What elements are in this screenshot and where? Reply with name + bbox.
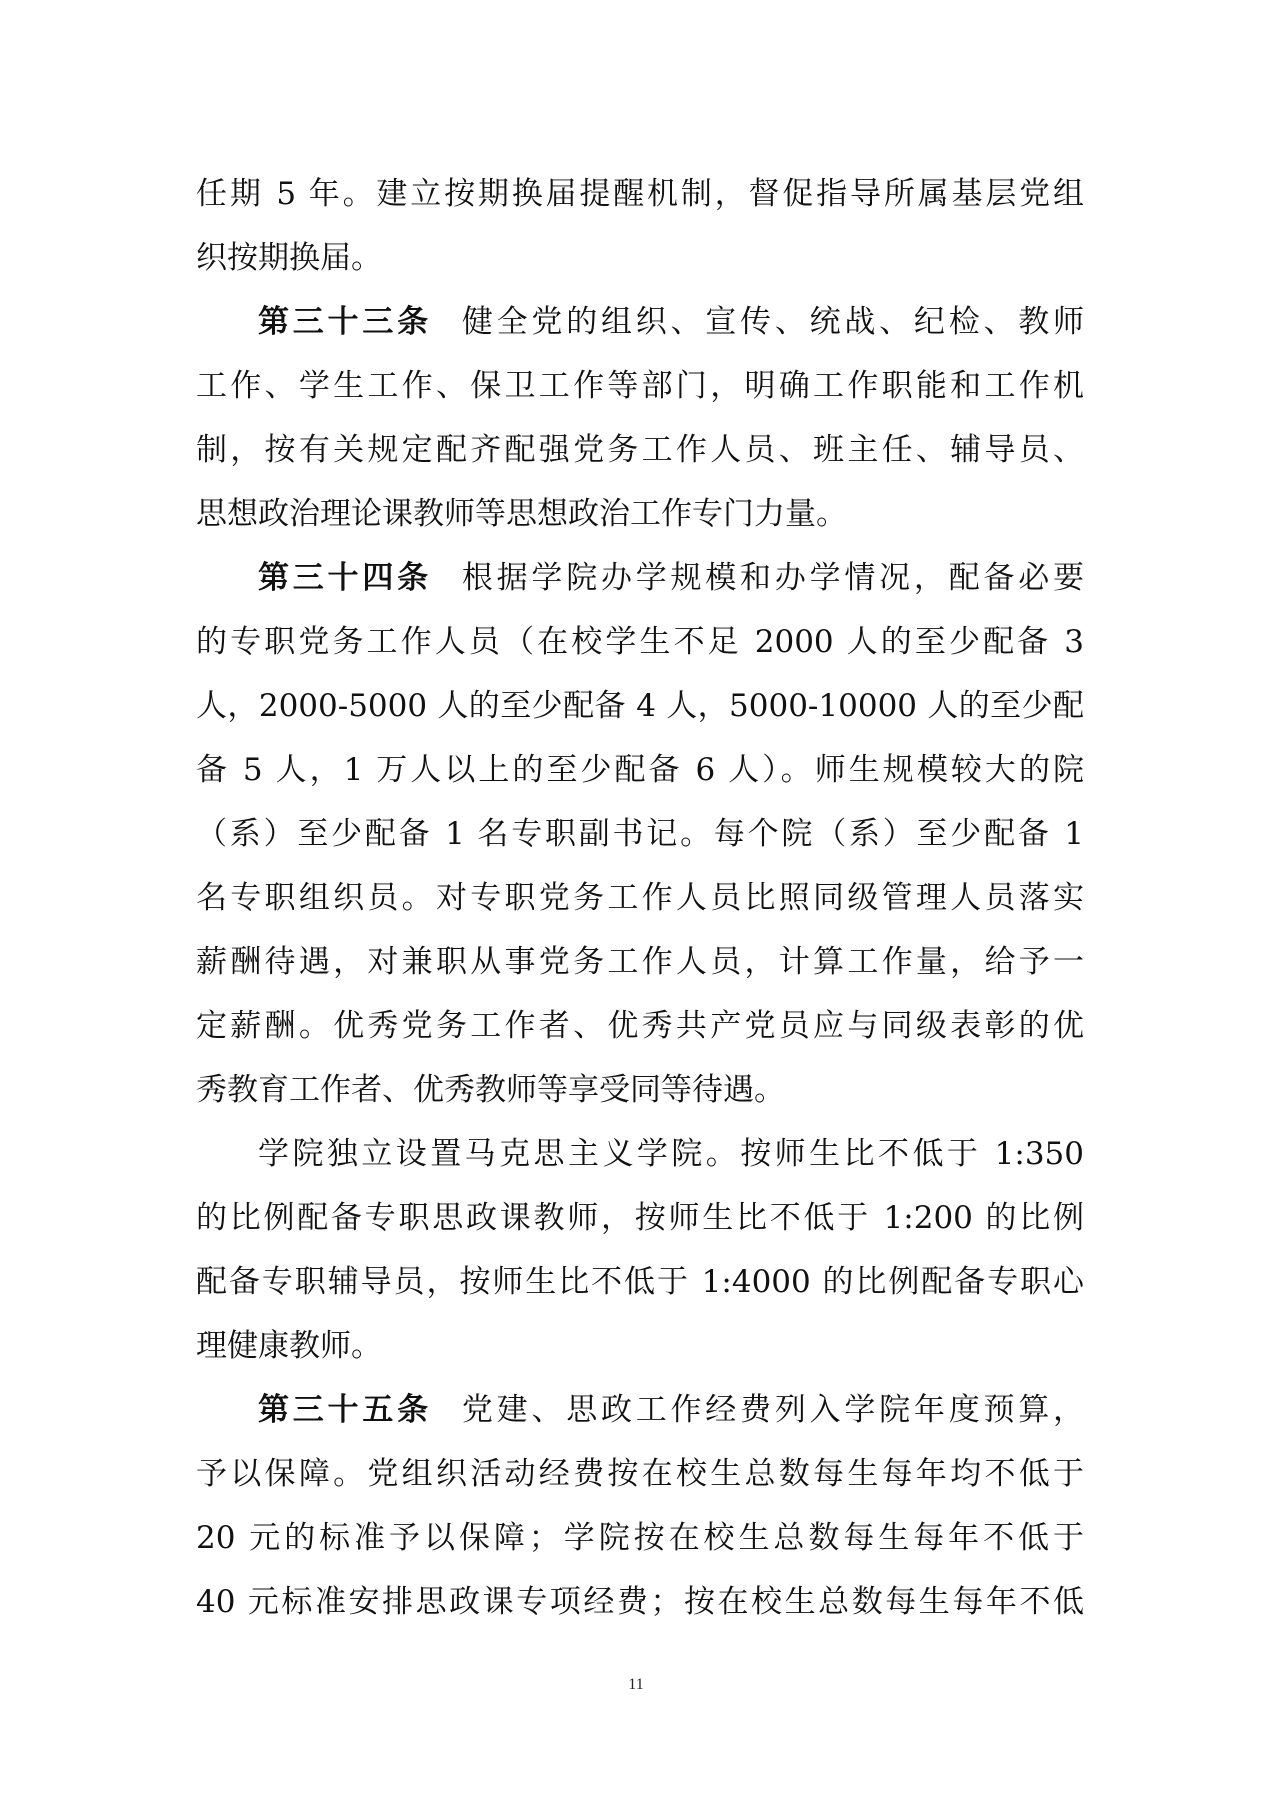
line-text: 予以保障。党组织活动经费按在校生总数每生每年均不低于 (196, 1456, 1084, 1492)
text-line (196, 418, 1084, 482)
line-text: 的专职党务工作人员（在校学生不足 2000 人的至少配备 3 (196, 624, 1084, 660)
line-text: 织按期换届。 (196, 240, 382, 276)
article-number: 第三十三条 (258, 304, 432, 340)
text-line (196, 162, 1084, 226)
text-line (196, 1122, 1084, 1186)
text-line (196, 994, 1084, 1058)
text-line (196, 930, 1084, 994)
line-text: 制，按有关规定配齐配强党务工作人员、班主任、辅导员、 (196, 432, 1084, 468)
text-line (196, 354, 1084, 418)
line-text: （系）至少配备 1 名专职副书记。每个院（系）至少配备 1 (196, 816, 1084, 852)
text-line (196, 1378, 1084, 1442)
line-text: 薪酬待遇，对兼职从事党务工作人员，计算工作量，给予一 (196, 944, 1084, 980)
text-line (196, 1186, 1084, 1250)
line-text: 理健康教师。 (196, 1328, 382, 1364)
text-line (196, 546, 1084, 610)
line-text: 思想政治理论课教师等思想政治工作专门力量。 (196, 496, 847, 532)
line-text: 学院独立设置马克思主义学院。按师生比不低于 1:350 (258, 1136, 1084, 1172)
line-text: 40 元标准安排思政课专项经费；按在校生总数每生每年不低 (196, 1584, 1084, 1620)
text-line (196, 226, 1084, 290)
line-text: 备 5 人，1 万人以上的至少配备 6 人）。师生规模较大的院 (196, 752, 1084, 788)
text-line (196, 610, 1084, 674)
line-text: 人，2000-5000 人的至少配备 4 人，5000-10000 人的至少配 (196, 688, 1084, 724)
article-number: 第三十五条 (258, 1392, 432, 1428)
text-line (196, 866, 1084, 930)
text-line (196, 1442, 1084, 1506)
text-line (196, 1570, 1084, 1634)
document-body (196, 162, 1084, 1634)
text-line (196, 1058, 1084, 1122)
line-text: 工作、学生工作、保卫工作等部门，明确工作职能和工作机 (196, 368, 1084, 404)
text-line (196, 1314, 1084, 1378)
line-text: 20 元的标准予以保障；学院按在校生总数每生每年不低于 (196, 1520, 1084, 1556)
text-line (196, 1506, 1084, 1570)
line-text: 名专职组织员。对专职党务工作人员比照同级管理人员落实 (196, 880, 1084, 916)
line-text: 健全党的组织、宣传、统战、纪检、教师 (461, 304, 1084, 340)
text-line (196, 1250, 1084, 1314)
line-text: 党建、思政工作经费列入学院年度预算， (461, 1392, 1084, 1428)
line-text: 任期 5 年。建立按期换届提醒机制，督促指导所属基层党组 (196, 176, 1084, 212)
article-number: 第三十四条 (258, 560, 432, 596)
line-text: 秀教育工作者、优秀教师等享受同等待遇。 (196, 1072, 785, 1108)
text-line (196, 674, 1084, 738)
text-line (196, 738, 1084, 802)
line-text: 根据学院办学规模和办学情况，配备必要 (461, 560, 1084, 596)
line-text: 定薪酬。优秀党务工作者、优秀共产党员应与同级表彰的优 (196, 1008, 1084, 1044)
page-number: 11 (628, 1676, 644, 1693)
text-line (196, 482, 1084, 546)
text-line (196, 802, 1084, 866)
line-text: 配备专职辅导员，按师生比不低于 1:4000 的比例配备专职心 (196, 1264, 1084, 1300)
line-text: 的比例配备专职思政课教师，按师生比不低于 1:200 的比例 (196, 1200, 1084, 1236)
text-line (196, 290, 1084, 354)
